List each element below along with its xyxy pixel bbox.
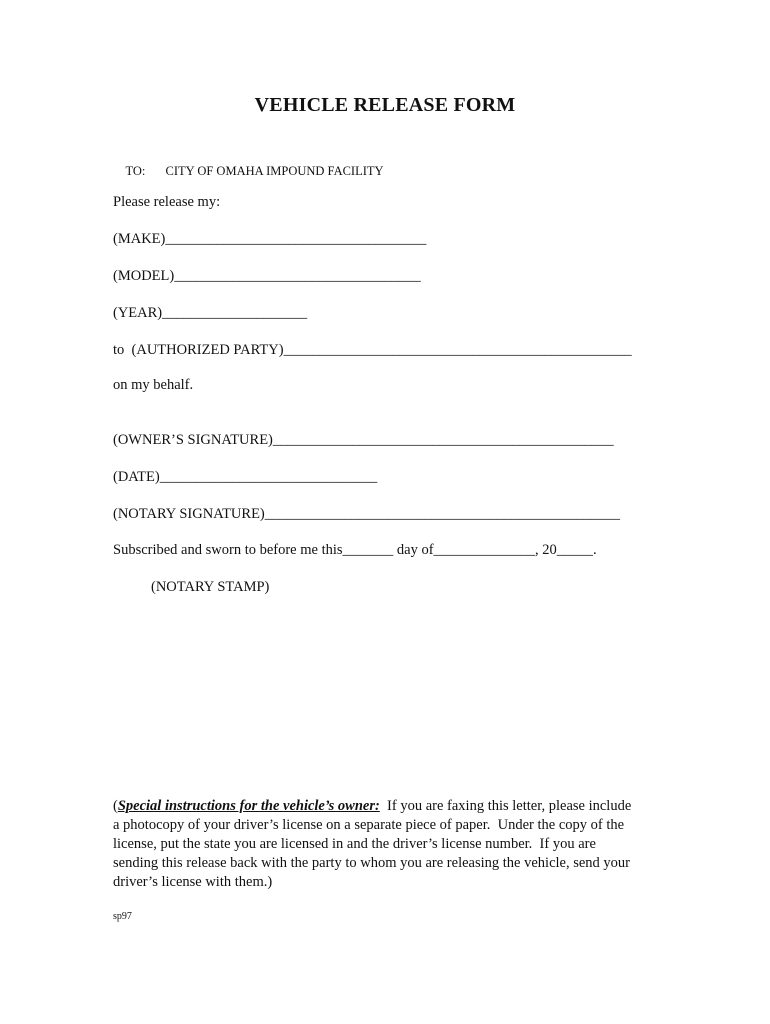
instructions-line-1 — [113, 797, 658, 816]
instructions-line-3: license, put the state you are licensed in and the driver’s license number. If you are — [113, 836, 596, 852]
instructions-line-4: sending this release back with the party to whom you are releasing the vehicle, send your — [113, 855, 631, 871]
notary-stamp-label: (NOTARY STAMP) — [151, 579, 270, 595]
year-field[interactable]: (YEAR)____________________ — [113, 305, 308, 321]
to-label: TO: — [125, 164, 146, 178]
instructions-heading: Special instructions for the vehicle’s owner: — [117, 798, 380, 814]
model-field[interactable]: (MODEL)__________________________________ — [113, 268, 421, 284]
date-field[interactable]: (DATE)______________________________ — [113, 469, 378, 485]
instructions-line-2: a photocopy of your driver’s license on a separate piece of paper. Under the copy of the — [113, 817, 625, 833]
page-title: VEHICLE RELEASE FORM — [254, 94, 516, 116]
notary-signature-field[interactable]: (NOTARY SIGNATURE)_________________________________________________ — [113, 506, 621, 522]
special-instructions — [113, 797, 658, 892]
make-field[interactable]: (MAKE)____________________________________ — [113, 231, 427, 247]
instructions-open-paren: ( — [113, 798, 118, 814]
authorized-party-field[interactable]: to (AUTHORIZED PARTY)________________________________________________ — [113, 342, 632, 358]
instructions-line-5: driver’s license with them.) — [113, 874, 273, 890]
intro-text: Please release my: — [113, 194, 221, 210]
recipient-name: CITY OF OMAHA IMPOUND FACILITY — [165, 164, 384, 178]
to-row — [113, 149, 384, 194]
behalf-text: on my behalf. — [113, 377, 194, 393]
instructions-line-1-text: If you are faxing this letter, please include — [379, 798, 632, 814]
subscribed-sworn-line[interactable]: Subscribed and sworn to before me this_______ day of______________, 20_____. — [113, 542, 597, 558]
owner-signature-field[interactable]: (OWNER’S SIGNATURE)_______________________________________________ — [113, 432, 614, 448]
form-code: sp97 — [113, 911, 132, 922]
